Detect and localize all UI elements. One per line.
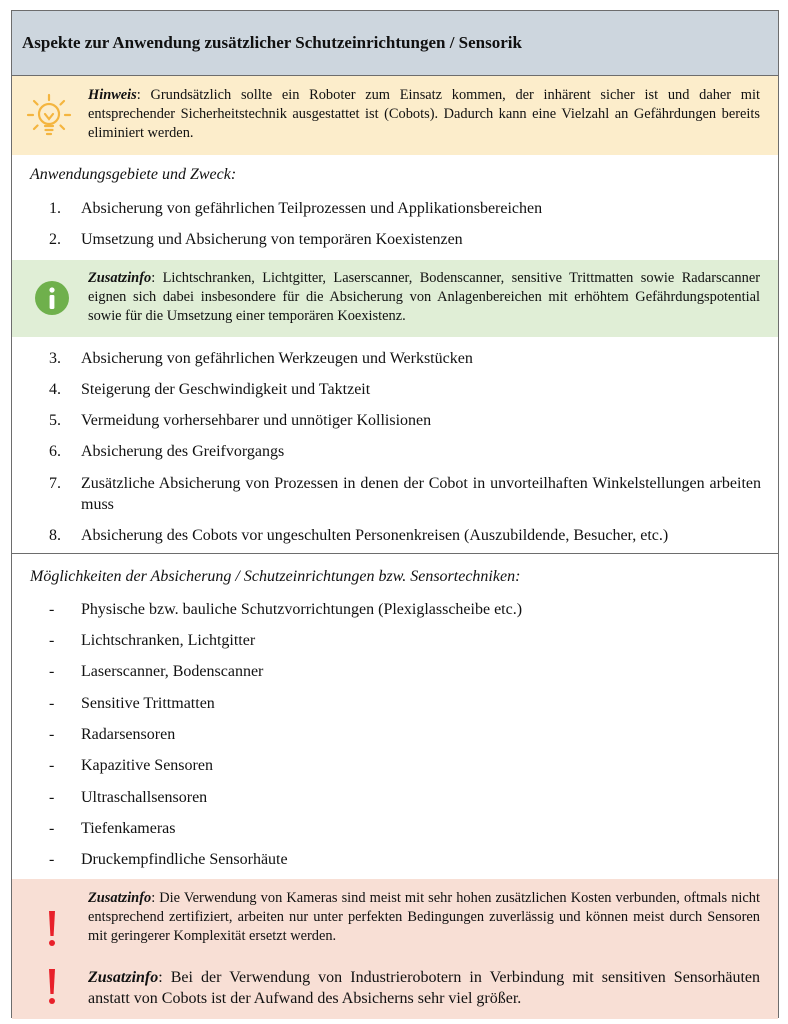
warning-text xyxy=(88,889,760,946)
panel-header xyxy=(12,11,778,76)
exclamation-icon xyxy=(42,967,62,1007)
item-text: Laserscanner, Bodenscanner xyxy=(81,663,264,680)
item-number: 6. xyxy=(49,443,61,460)
info-label: Zusatzinfo xyxy=(88,270,152,286)
info-icon xyxy=(34,280,70,316)
item-text: Absicherung des Greifvorgangs xyxy=(81,443,285,460)
item-text: Vermeidung vorhersehbarer und unnötiger Kollisionen xyxy=(81,412,432,429)
info-body: : Lichtschranken, Lichtgitter, Laserscanner, Bodenscanner, sensitive Trittmatten sowie Radarscanner eignen sich dabei insbesondere für die Absicherung von Anlagenbereichen mit erhöhtem Gefährdungspotential sowie für die Umsetzung einer temporären Koexistenz. xyxy=(88,270,760,324)
aspects-panel xyxy=(11,10,779,1018)
bullet-dash: - xyxy=(49,789,55,806)
bullet-dash: - xyxy=(49,601,55,618)
item-text: Umsetzung und Absicherung von temporären Koexistenzen xyxy=(81,231,463,248)
info-box xyxy=(12,260,778,337)
item-number: 7. xyxy=(49,475,61,492)
bullet-dash: - xyxy=(49,726,55,743)
item-text: Steigerung der Geschwindigkeit und Taktzeit xyxy=(81,381,371,398)
bullet-dash: - xyxy=(49,820,55,837)
bullet-dash: - xyxy=(49,695,55,712)
item-number: 8. xyxy=(49,527,61,544)
item-text: Absicherung von gefährlichen Teilprozessen und Applikationsbereichen xyxy=(81,200,543,217)
hint-label: Hinweis xyxy=(88,87,137,103)
item-text: Radarsensoren xyxy=(81,726,176,743)
bullet-dash: - xyxy=(49,757,55,774)
panel-title: Aspekte zur Anwendung zusätzlicher Schutzeinrichtungen / Sensorik xyxy=(22,33,522,52)
item-text: Druckempfindliche Sensorhäute xyxy=(81,851,288,868)
item-number: 2. xyxy=(49,231,61,248)
item-number: 4. xyxy=(49,381,61,398)
warning-body: : Bei der Verwendung von Industrierobotern in Verbindung mit sensitiven Sensorhäuten anstatt von Cobots ist der Aufwand des Absicherns sehr viel größer. xyxy=(88,969,760,1007)
lightbulb-icon xyxy=(26,93,72,139)
warning-label: Zusatzinfo xyxy=(88,890,152,906)
info-text xyxy=(88,269,760,326)
hint-box xyxy=(12,76,778,155)
bullet-dash: - xyxy=(49,663,55,680)
item-number: 3. xyxy=(49,350,61,367)
purpose-section-title: Anwendungsgebiete und Zweck: xyxy=(30,166,237,183)
section-divider xyxy=(12,553,778,554)
item-text: Ultraschallsensoren xyxy=(81,789,208,806)
hint-text xyxy=(88,86,760,143)
warning-label: Zusatzinfo xyxy=(88,969,159,986)
hint-body: : Grundsätzlich sollte ein Roboter zum Einsatz kommen, der inhärent sicher ist und daher mit entsprechender Sicherheitstechnik ausgestattet ist (Cobots). Dadurch kann eine Vielzahl an Gefährdungen bereits eliminiert werden. xyxy=(88,87,760,141)
item-text: Zusätzliche Absicherung von Prozessen in denen der Cobot in unvorteilhaften Winkelstellungen arbeiten muss xyxy=(81,475,761,513)
item-text: Physische bzw. bauliche Schutzvorrichtungen (Plexiglasscheibe etc.) xyxy=(81,601,523,618)
item-text: Lichtschranken, Lichtgitter xyxy=(81,632,256,649)
item-text: Absicherung von gefährlichen Werkzeugen und Werkstücken xyxy=(81,350,473,367)
item-text: Kapazitive Sensoren xyxy=(81,757,213,774)
bullet-dash: - xyxy=(49,632,55,649)
warning-box xyxy=(12,879,778,1019)
item-text: Absicherung des Cobots vor ungeschulten Personenkreisen (Auszubildende, Besucher, etc.) xyxy=(81,527,669,544)
warning-body: : Die Verwendung von Kameras sind meist mit sehr hohen zusätzlichen Kosten verbunden, oftmals nicht entsprechend zertifiziert, arbeiten nur unter perfekten Bedingungen zuverlässig und können meist durch Sensoren mit geringerer Komplexität ersetzt werden. xyxy=(88,890,760,944)
item-number: 5. xyxy=(49,412,61,429)
item-text: Tiefenkameras xyxy=(81,820,176,837)
warning-text xyxy=(88,967,760,1009)
bullet-dash: - xyxy=(49,851,55,868)
measures-section-title: Möglichkeiten der Absicherung / Schutzeinrichtungen bzw. Sensortechniken: xyxy=(30,568,521,585)
item-text: Sensitive Trittmatten xyxy=(81,695,215,712)
item-number: 1. xyxy=(49,200,61,217)
exclamation-icon xyxy=(42,909,62,949)
